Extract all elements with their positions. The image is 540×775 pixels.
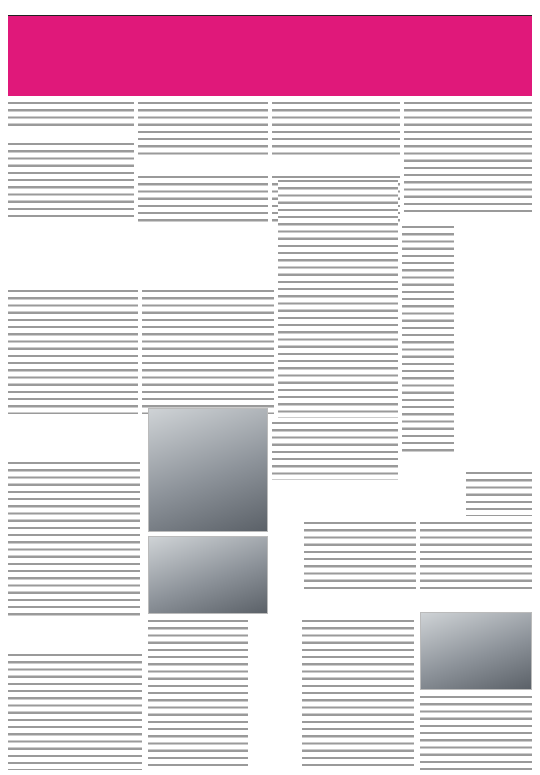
- lead-text-col2b: [138, 174, 268, 222]
- lead-text-col4: [404, 100, 532, 212]
- mainland-body2: [420, 520, 532, 590]
- mainland-body1: [304, 520, 416, 590]
- lead-text-col3: [272, 100, 400, 158]
- biden-body-tail: [466, 470, 532, 516]
- lead-text-col1b: [8, 141, 134, 221]
- hk-covid-body: [302, 618, 414, 770]
- hk-civil-body1: [8, 288, 138, 414]
- hk-covid-body2: [420, 694, 532, 770]
- lead-text-col2: [138, 100, 268, 158]
- portrait-photo: [148, 408, 268, 532]
- hk-civil-body2: [142, 288, 274, 414]
- lead-banner: [8, 16, 532, 96]
- lead-text-col1: [8, 100, 134, 130]
- street-photo: [420, 612, 532, 690]
- biden-body: [402, 224, 454, 456]
- indonesia-body: [8, 652, 142, 770]
- philippines-body: [8, 460, 140, 616]
- center-body: [278, 178, 398, 418]
- center-body2: [272, 420, 398, 480]
- group-photo: [148, 536, 268, 614]
- shandong-body: [148, 618, 248, 770]
